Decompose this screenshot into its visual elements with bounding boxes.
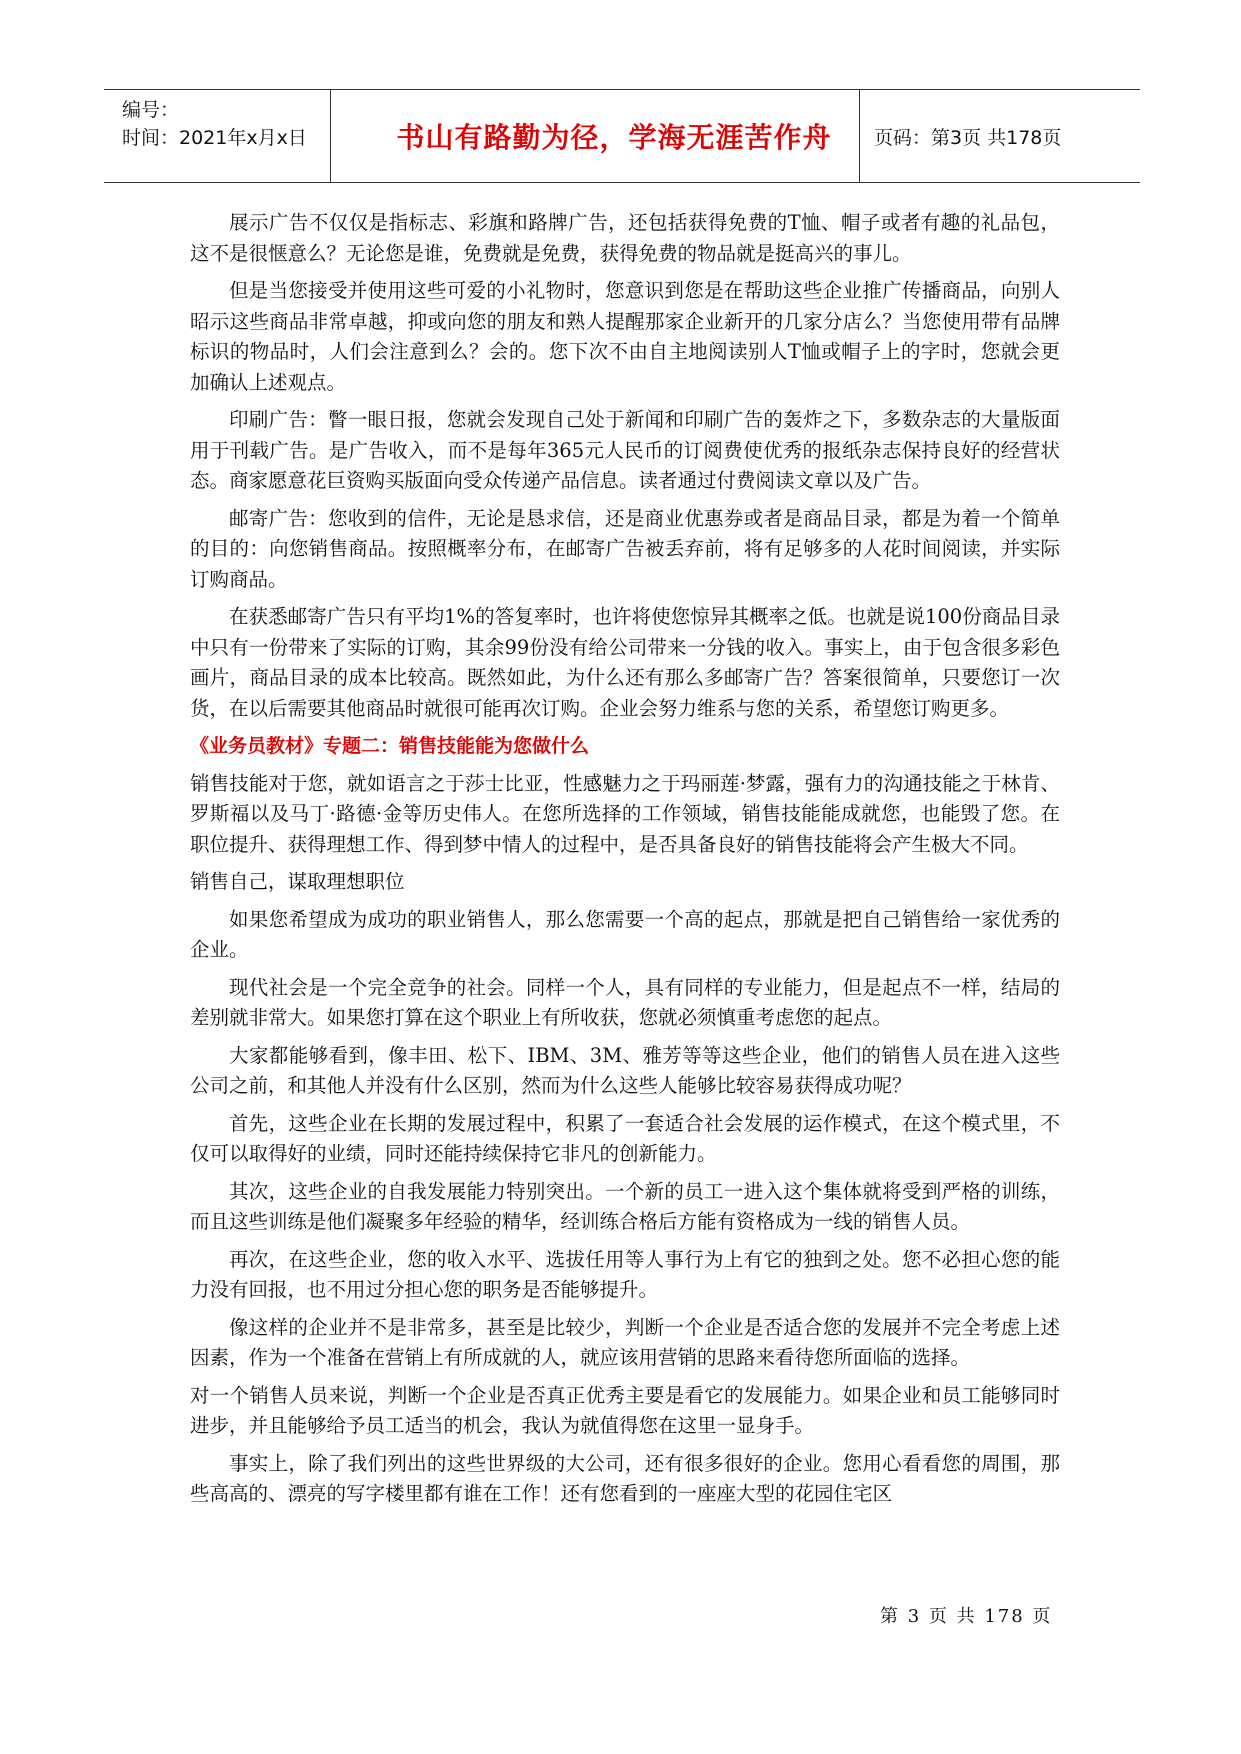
header-meta	[122, 96, 307, 152]
paragraph: 但是当您接受并使用这些可爱的小礼物时，您意识到您是在帮助这些企业推广传播商品，向别人昭示这些商品非常卓越，抑或向您的朋友和熟人提醒那家企业新开的几家分店么？当您使用带有品牌标识的物品时，人们会注意到么？会的。您下次不由自主地阅读别人T恤或帽子上的字时，您就会更加确认上述观点。	[190, 279, 1060, 394]
header-divider-right	[859, 90, 860, 182]
paragraph: 事实上，除了我们列出的这些世界级的大公司，还有很多很好的企业。您用心看看您的周围，那些高高的、漂亮的写字楼里都有谁在工作！还有您看到的一座座大型的花园住宅区	[190, 1451, 1060, 1505]
time-label: 时间：2021年x月x日	[122, 127, 307, 149]
serial-number-label: 编号：	[122, 99, 180, 121]
paragraph: 邮寄广告：您收到的信件，无论是恳求信，还是商业优惠券或者是商品目录，都是为着一个简单的目的：向您销售商品。按照概率分布，在邮寄广告被丢弃前，将有足够多的人花时间阅读，并实际订购商品。	[190, 506, 1060, 591]
paragraph: 大家都能够看到，像丰田、松下、IBM、3M、雅芳等等这些企业，他们的销售人员在进入这些公司之前，和其他人并没有什么区别，然而为什么这些人能够比较容易获得成功呢？	[190, 1043, 1060, 1097]
paragraph: 销售自己，谋取理想职位	[190, 870, 405, 893]
document-body	[190, 208, 1060, 1517]
paragraph: 再次，在这些企业，您的收入水平、选拔任用等人事行为上有它的独到之处。您不必担心您的能力没有回报，也不用过分担心您的职务是否能够提升。	[190, 1247, 1060, 1301]
header-page-number: 页码：第3页 共178页	[874, 126, 1062, 149]
paragraph: 对一个销售人员来说，判断一个企业是否真正优秀主要是看它的发展能力。如果企业和员工能够同时进步，并且能够给予员工适当的机会，我认为就值得您在这里一显身手。	[190, 1383, 1060, 1437]
page-footer: 第 3 页 共 178 页	[880, 1606, 1053, 1627]
header-motto: 书山有路勤为径，学海无涯苦作舟	[396, 121, 832, 154]
section-heading: 《业务员教材》专题二：销售技能能为您做什么	[190, 735, 590, 757]
paragraph: 在获悉邮寄广告只有平均1%的答复率时，也许将使您惊异其概率之低。也就是说100份商品目录中只有一份带来了实际的订购，其余99份没有给公司带来一分钱的收入。事实上，由于包含很多彩色画片，商品目录的成本比较高。既然如此，为什么还有那么多邮寄广告？答案很简单，只要您订一次货，在以后需要其他商品时就很可能再次订购。企业会努力维系与您的关系，希望您订购更多。	[190, 605, 1060, 720]
paragraph: 其次，这些企业的自我发展能力特别突出。一个新的员工一进入这个集体就将受到严格的训练，而且这些训练是他们凝聚多年经验的精华，经训练合格后方能有资格成为一线的销售人员。	[190, 1179, 1060, 1233]
page-header	[104, 89, 1140, 183]
paragraph: 销售技能对于您，就如语言之于莎士比亚，性感魅力之于玛丽莲·梦露，强有力的沟通技能之于林肯、罗斯福以及马丁·路德·金等历史伟人。在您所选择的工作领域，销售技能能成就您，也能毁了您。在职位提升、获得理想工作、得到梦中情人的过程中，是否具备良好的销售技能将会产生极大不同。	[190, 771, 1060, 856]
paragraph: 现代社会是一个完全竞争的社会。同样一个人，具有同样的专业能力，但是起点不一样，结局的差别就非常大。如果您打算在这个职业上有所收获，您就必须慎重考虑您的起点。	[190, 975, 1060, 1029]
paragraph: 印刷广告：瞥一眼日报，您就会发现自己处于新闻和印刷广告的轰炸之下，多数杂志的大量版面用于刊载广告。是广告收入，而不是每年365元人民币的订阅费使优秀的报纸杂志保持良好的经营状态。商家愿意花巨资购买版面向受众传递产品信息。读者通过付费阅读文章以及广告。	[190, 408, 1060, 492]
paragraph: 像这样的企业并不是非常多，甚至是比较少，判断一个企业是否适合您的发展并不完全考虑上述因素，作为一个准备在营销上有所成就的人，就应该用营销的思路来看待您所面临的选择。	[190, 1315, 1060, 1369]
header-divider-left	[330, 90, 331, 182]
paragraph: 如果您希望成为成功的职业销售人，那么您需要一个高的起点，那就是把自己销售给一家优秀的企业。	[190, 907, 1060, 961]
paragraph: 首先，这些企业在长期的发展过程中，积累了一套适合社会发展的运作模式，在这个模式里，不仅可以取得好的业绩，同时还能持续保持它非凡的创新能力。	[190, 1111, 1060, 1165]
paragraph: 展示广告不仅仅是指标志、彩旗和路牌广告，还包括获得免费的T恤、帽子或者有趣的礼品包，这不是很惬意么？无论您是谁，免费就是免费，获得免费的物品就是挺高兴的事儿。	[190, 211, 1060, 265]
